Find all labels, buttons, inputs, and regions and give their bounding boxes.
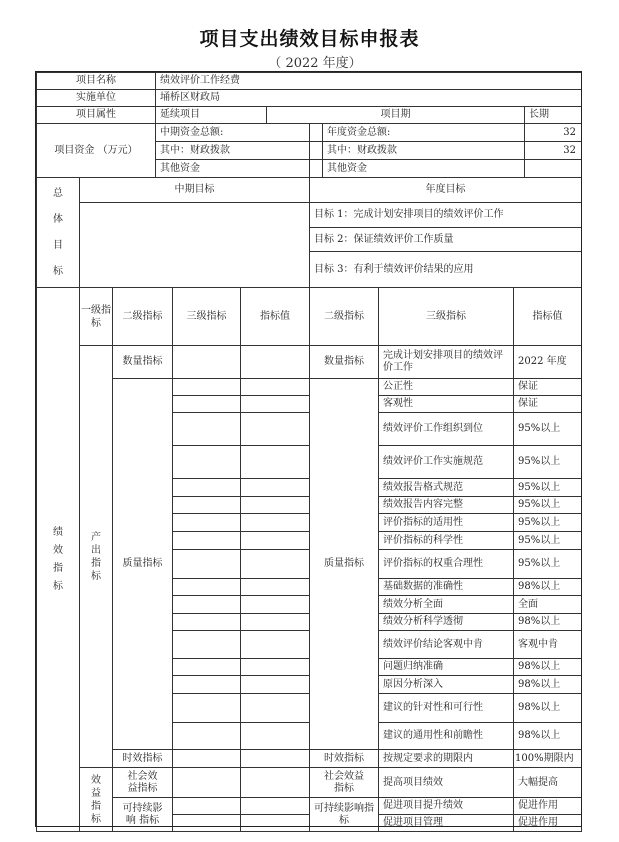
quality-value-left [241,723,310,750]
quality-level3-left [173,479,241,497]
project-name-label: 项目名称 [37,73,156,90]
quality-indicator-name: 基础数据的准确性 [379,579,514,596]
header-value-left: 指标值 [241,288,310,346]
header-level2-left: 二级指标 [113,288,173,346]
page-subtitle: （ 2022 年度） [268,56,362,71]
sustain-label-right: 可持续影响指标 [310,798,379,832]
impl-unit-label: 实施单位 [37,90,156,107]
quality-indicator-value: 95%以上 [514,514,582,532]
quality-indicator-value: 全面 [514,596,582,614]
quality-level3-left [173,396,241,413]
header-level3-left: 三级指标 [173,288,241,346]
quality-value-left [241,396,310,413]
quality-indicator-name: 建议的通用性和前瞻性 [379,723,514,750]
year-goal-1: 目标 1：完成计划安排项目的绩效评价工作 [310,203,582,228]
social-indicator-value: 大幅提高 [514,768,582,798]
quality-indicator-value: 98%以上 [514,659,582,676]
year-fiscal-label: 其中：财政拨款 [323,142,525,160]
quality-row [37,379,582,396]
quality-value-left [241,550,310,579]
quality-value-left [241,514,310,532]
social-indicator-name: 提高项目绩效 [379,768,514,798]
quality-level3-left [173,550,241,579]
sustain-value-left [241,798,310,815]
mid-total-label: 中期资金总额: [156,124,310,142]
quality-indicator-value: 98%以上 [514,579,582,596]
quality-indicator-name: 原因分析深入 [379,676,514,694]
social-value-left [241,768,310,798]
quality-indicator-value: 95%以上 [514,550,582,579]
quality-level3-left [173,446,241,479]
quality-indicator-value: 保证 [514,396,582,413]
mid-fiscal-label: 其中：财政拨款 [156,142,310,160]
quality-value-left [241,694,310,723]
quality-value-left [241,579,310,596]
quality-indicator-value: 95%以上 [514,532,582,550]
timeliness-level3-left [173,750,241,768]
timeliness-label-left: 时效指标 [113,750,173,768]
quality-value-left [241,479,310,497]
quality-level3-left [173,631,241,659]
quality-indicator-name: 绩效评价工作组织到位 [379,413,514,446]
quality-indicator-value: 98%以上 [514,614,582,631]
quality-label-right: 质量指标 [310,379,379,750]
quality-level3-left [173,659,241,676]
quality-level3-left [173,413,241,446]
project-funds-label: 项目资金 （万元） [37,124,156,178]
quality-indicator-name: 绩效报告格式规范 [379,479,514,497]
quality-level3-left [173,694,241,723]
page-title: 项目支出绩效目标申报表 [199,28,420,50]
quality-indicator-value: 保证 [514,379,582,396]
project-period-label: 项目期 [267,107,525,124]
quality-level3-left [173,379,241,396]
quality-level3-left [173,596,241,614]
quality-level3-left [173,497,241,514]
sustain-level3-left [173,815,241,832]
timeliness-indicator-name: 按规定要求的期限内 [379,750,514,768]
quality-indicator-name: 评价指标的权重合理性 [379,550,514,579]
quality-indicator-name: 绩效分析全面 [379,596,514,614]
quality-indicator-value: 98%以上 [514,694,582,723]
project-name-value: 绩效评价工作经费 [156,73,582,90]
quality-indicator-name: 评价指标的适用性 [379,514,514,532]
quality-indicator-name: 绩效报告内容完整 [379,497,514,514]
mid-goal-content [80,203,310,288]
sustain-indicator-value: 促进作用 [514,815,582,832]
project-info-table [36,72,582,178]
quality-indicator-value: 98%以上 [514,723,582,750]
quality-indicator-name: 公正性 [379,379,514,396]
quality-indicator-value: 98%以上 [514,676,582,694]
quality-value-left [241,532,310,550]
mid-fiscal-value [310,142,323,160]
indicators-table [36,287,582,832]
year-other-label: 其他资金 [323,160,525,178]
project-attr-value: 延续项目 [156,107,267,124]
quality-indicator-value: 95%以上 [514,446,582,479]
quality-indicator-name: 绩效分析科学透彻 [379,614,514,631]
year-total-label: 年度资金总额: [323,124,525,142]
social-level3-left [173,768,241,798]
header-value-right: 指标值 [514,288,582,346]
quantity-indicator-value: 2022 年度 [514,346,582,379]
quality-value-left [241,497,310,514]
quality-indicator-value: 95%以上 [514,497,582,514]
benefit-indicators-label: 效益指标 [80,768,113,832]
mid-total-value [310,124,323,142]
quality-indicator-name: 绩效评价结论客观中肯 [379,631,514,659]
project-period-value: 长期 [525,107,582,124]
overall-goals-char: 体 [53,213,63,225]
quality-level3-left [173,532,241,550]
timeliness-value-left [241,750,310,768]
quality-indicator-name: 建议的针对性和可行性 [379,694,514,723]
header-level2-right: 二级指标 [310,288,379,346]
mid-other-label: 其他资金 [156,160,310,178]
quality-value-left [241,631,310,659]
quality-indicator-value: 95%以上 [514,413,582,446]
overall-goals-char: 目 [53,239,63,251]
quantity-label-right: 数量指标 [310,346,379,379]
quality-value-left [241,379,310,396]
timeliness-indicator-value: 100%期限内 [514,750,582,768]
mid-goal-header: 中期目标 [80,178,310,203]
year-fiscal-value: 32 [525,142,582,160]
quality-level3-left [173,723,241,750]
sustain-indicator-name: 促进项目管理 [379,815,514,832]
year-goal-3: 目标 3：有利于绩效评价结果的应用 [310,252,582,288]
quantity-value-left [241,346,310,379]
quality-level3-left [173,614,241,631]
quality-label-left: 质量指标 [113,379,173,750]
overall-goals-char: 标 [53,265,63,277]
project-attr-label: 项目属性 [37,107,156,124]
impl-unit-value: 埇桥区财政局 [156,90,582,107]
quality-indicator-value: 客观中肯 [514,631,582,659]
header-level1: 一级指标 [80,288,113,346]
sustain-indicator-value: 促进作用 [514,798,582,815]
overall-goals-char: 总 [53,187,63,199]
timeliness-label-right: 时效指标 [310,750,379,768]
sustain-level3-left [173,798,241,815]
social-label-left: 社会效益指标 [113,768,173,798]
quality-value-left [241,413,310,446]
sustain-indicator-name: 促进项目提升绩效 [379,798,514,815]
quantity-level3-left [173,346,241,379]
quality-indicator-name: 绩效评价工作实施规范 [379,446,514,479]
year-total-value: 32 [525,124,582,142]
quality-value-left [241,676,310,694]
quality-indicator-name: 评价指标的科学性 [379,532,514,550]
overall-goals-label [37,178,80,288]
year-goal-2: 目标 2：保证绩效评价工作质量 [310,228,582,252]
sustain-label-left: 可持续影响 指标 [113,798,173,832]
quality-indicator-value: 95%以上 [514,479,582,497]
quantity-indicator-name: 完成计划安排项目的绩效评价工作 [379,346,514,379]
header-level3-right: 三级指标 [379,288,514,346]
quality-level3-left [173,676,241,694]
sustain-value-left [241,815,310,832]
quality-level3-left [173,579,241,596]
quality-value-left [241,446,310,479]
quality-value-left [241,659,310,676]
overall-goals-table [36,177,582,288]
quality-value-left [241,614,310,631]
mid-other-value [310,160,323,178]
quality-level3-left [173,514,241,532]
quality-indicator-name: 问题归纳准确 [379,659,514,676]
quality-value-left [241,596,310,614]
output-indicators-label: 产出指标 [80,346,113,768]
year-other-value [525,160,582,178]
perf-indicators-label: 绩效指标 [37,288,80,832]
year-goal-header: 年度目标 [310,178,582,203]
social-label-right: 社会效益指标 [310,768,379,798]
quality-indicator-name: 客观性 [379,396,514,413]
quantity-label-left: 数量指标 [113,346,173,379]
